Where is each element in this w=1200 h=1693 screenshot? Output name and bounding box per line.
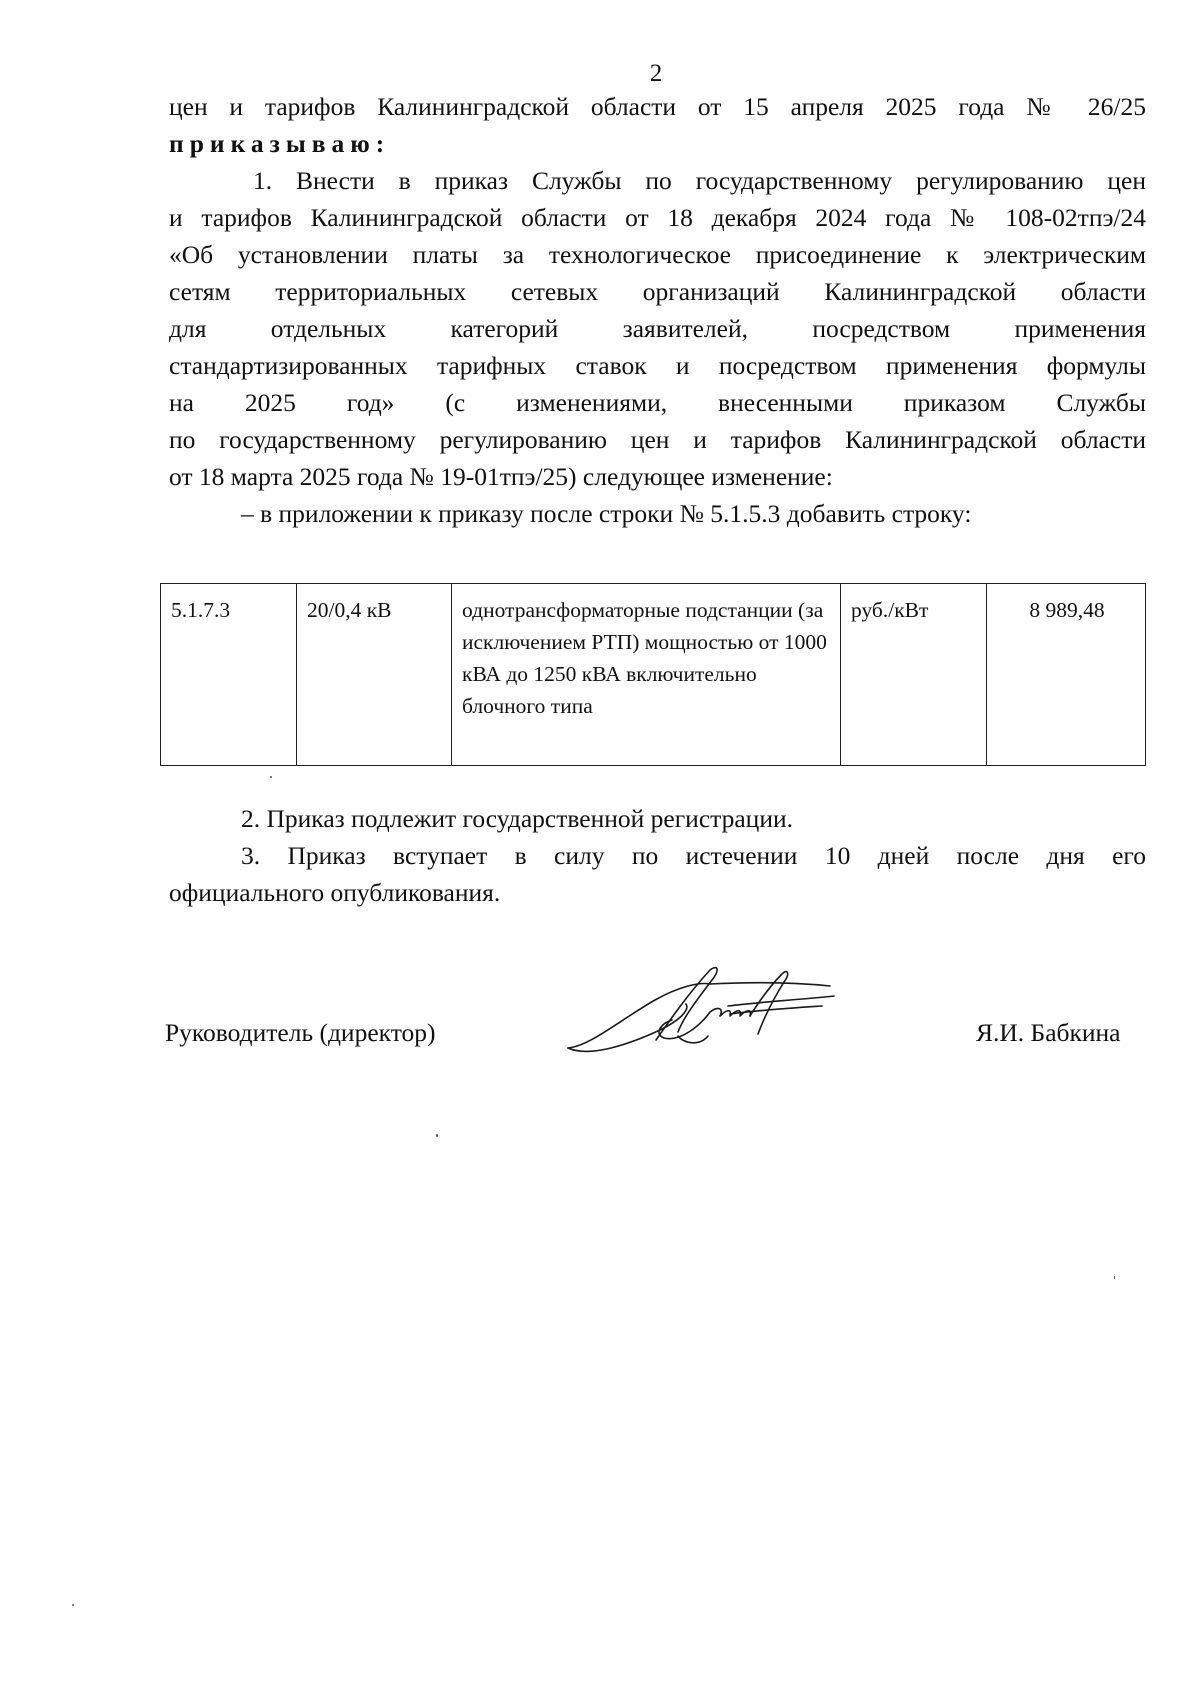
item-1-last-line: от 18 марта 2025 года № 19-01тпэ/25) следующее изменение: (169, 462, 833, 491)
scan-speck (270, 776, 272, 778)
item-1-line-2: и тарифов Калининградской области от 18 декабря 2024 года № 108-02тпэ/24 (169, 203, 1146, 232)
handwritten-signature (560, 960, 850, 1070)
voltage-cell: 20/0,4 кВ (297, 584, 452, 766)
scan-speck (436, 1134, 438, 1137)
signatory-position: Руководитель (директор) (165, 1018, 436, 1047)
item-2-block (169, 800, 1146, 911)
unit-cell: руб./кВт (841, 584, 987, 766)
intro-line: цен и тарифов Калининградской области от 15 апреля 2025 года № 26/25 (169, 92, 1146, 121)
table-row (161, 584, 1146, 766)
item-2-line: 2. Приказ подлежит государственной регистрации. (241, 804, 793, 833)
item-1-block (169, 162, 1146, 532)
page-number: 2 (649, 60, 663, 87)
scan-speck (1114, 1276, 1115, 1279)
item-1-line-4: сетям территориальных сетевых организаций Калининградской области (169, 277, 1146, 306)
row-number-cell: 5.1.7.3 (161, 584, 297, 766)
value-cell: 8 989,48 (987, 584, 1146, 766)
intro-block (169, 88, 1146, 162)
description-cell: однотрансформаторные подстанции (за исключением РТП) мощностью от 1000 кВА до 1250 кВА включительно блочного типа (452, 584, 841, 766)
order-word: приказываю: (169, 129, 391, 158)
item-1-line-8: по государственному регулированию цен и тарифов Калининградской области (169, 425, 1146, 454)
item-1-sub-item: – в приложении к приказу после строки № 5.1.5.3 добавить строку: (241, 499, 972, 528)
item-1-line-6: стандартизированных тарифных ставок и посредством применения формулы (169, 351, 1146, 380)
item-1-line-3: «Об установлении платы за технологическое присоединение к электрическим (169, 240, 1146, 269)
signatory-name: Я.И. Бабкина (976, 1018, 1121, 1047)
item-3-line-2: официального опубликования. (169, 878, 501, 907)
item-1-line-5: для отдельных категорий заявителей, посредством применения (169, 314, 1146, 343)
amendment-table (160, 583, 1146, 766)
item-1-line-1: 1. Внести в приказ Службы по государственному регулированию цен (253, 166, 1146, 195)
scan-speck (72, 1604, 74, 1606)
item-3-line-1: 3. Приказ вступает в силу по истечении 10 дней после дня его (241, 841, 1146, 870)
item-1-line-7: на 2025 год» (с изменениями, внесенными приказом Службы (169, 388, 1146, 417)
